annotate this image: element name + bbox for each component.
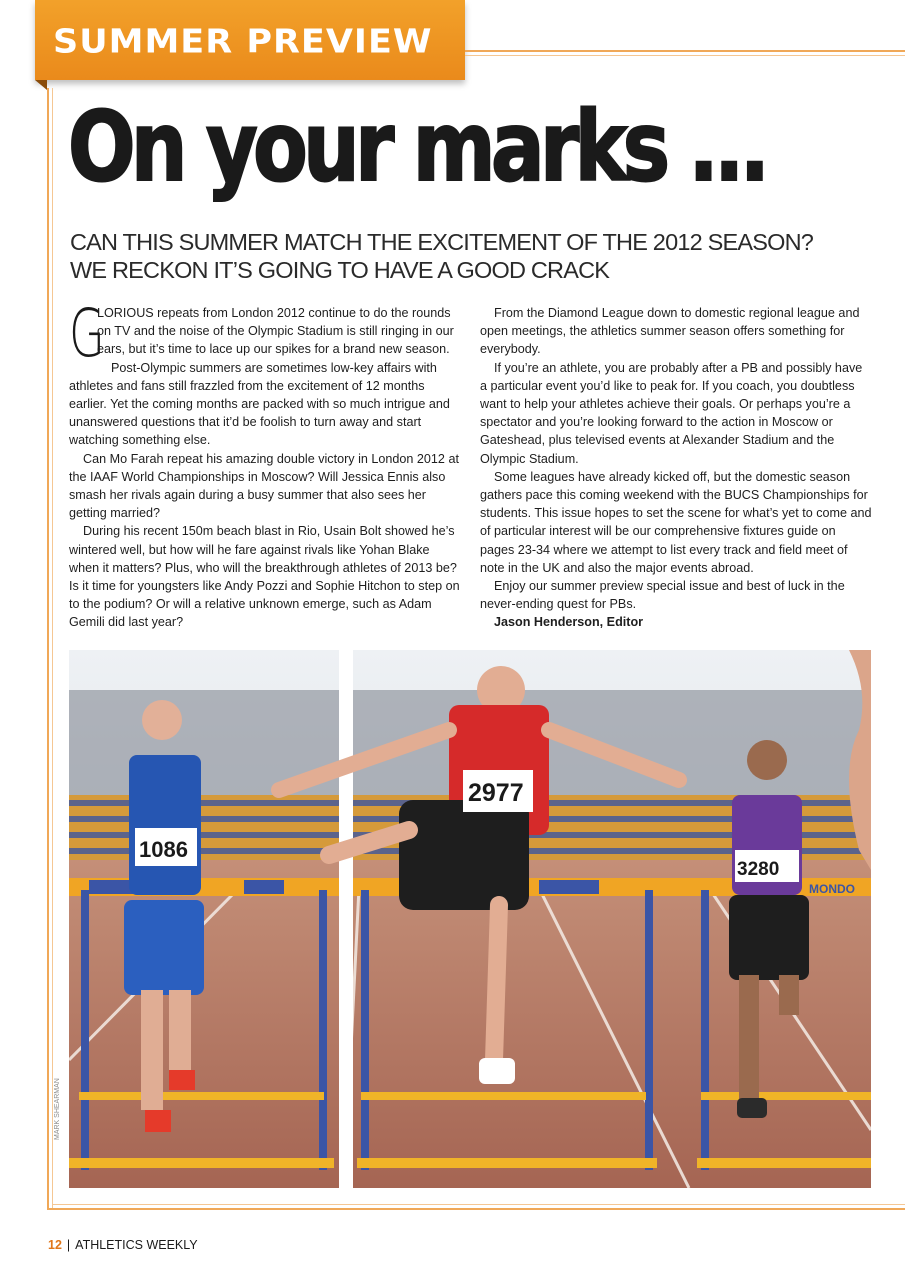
hurdle-brand: MONDO [809,882,855,896]
bib-number: 1086 [139,837,188,862]
article-paragraph: From the Diamond League down to domestic regional league and open meetings, the athletics summer season offers something for everybody. [480,306,860,357]
frame-rule-left [47,88,49,1210]
article-paragraph: During his recent 150m beach blast in Rio, Usain Bolt showed he’s wintered well, but how will he fare against rivals like Yohan Blake when it matters? Plus, who will the breakthrough athletes of 2013 be? Is it time for youngsters like Andy Pozzi and Sophie Hitchon to step on to the podium? Or will a relative unknown emerge, such as Adam Gemili did last year? [69,524,460,630]
frame-rule-top [465,50,905,52]
standfirst [70,228,830,284]
section-banner [35,0,465,80]
article-paragraph: Enjoy our summer preview special issue and best of luck in the never-ending quest for PBs. [480,579,845,612]
article-paragraph: Some leagues have already kicked off, but the domestic season gathers pace this coming weekend with the BUCS Championships for students. This issue hopes to set the scene for what’s yet to come and of particular interest will be our comprehensive fixtures guide on pages 23-34 where we attempt to list every track and field meet of note in the UK and also the major events abroad. [480,469,872,575]
article-paragraph: G LORIOUS repeats from London 2012 continue to do the rounds on TV and the noise of the Olympic Stadium is still ringing in our ears, but it’s time to lace up our spikes for a brand new season. [69,295,454,372]
page-footer: 12 | ATHLETICS WEEKLY [48,1238,198,1252]
article-column-right [480,304,872,632]
standfirst-line-2: WE RECKON IT’S GOING TO HAVE A GOOD CRACK [70,257,610,283]
section-banner-label: SUMMER PREVIEW [53,23,433,61]
article-column-left [69,295,461,632]
frame-rule-left-inner [52,88,53,1210]
article-paragraph: If you’re an athlete, you are probably after a PB and possibly have a particular event you’d like to peak for. If you coach, you doubtless want to help your athletes achieve their goals. Or perhaps you’re a spectator and you’re looking forward to the action in Moscow or Gateshead, plus televised events at Alexander Stadium and the Olympic Stadium. [480,360,863,466]
bib-number: 3280 [737,859,780,880]
page-number: 12 [48,1238,62,1252]
banner-fold [35,80,47,90]
hurdles-photo [69,650,871,1188]
article-paragraph: Can Mo Farah repeat his amazing double victory in London 2012 at the IAAF World Championships in Moscow? Will Jessica Ennis also smash her rivals again during a busy summer that also sees her getting married? [69,451,459,521]
bib-number: 2977 [468,779,524,807]
editor-signoff: Jason Henderson, Editor [494,615,644,630]
photo-credit: MARK SHEARMAN [54,1078,61,1140]
article-paragraph: Post-Olympic summers are sometimes low-key affairs with athletes and fans still frazzled from the excitement of 12 months earlier. Yet the coming months are packed with so much intrigue and unanswered questions that it’d be foolish to turn away and start watching something else. [69,360,450,448]
frame-rule-top-inner [465,55,905,56]
publication-name: ATHLETICS WEEKLY [75,1238,198,1252]
drop-cap: G [69,295,105,372]
standfirst-line-1: CAN THIS SUMMER MATCH THE EXCITEMENT OF THE 2012 SEASON? [70,229,814,255]
page-title: On your marks ... [68,91,766,203]
frame-rule-bottom-inner [52,1204,905,1205]
frame-rule-bottom [47,1208,905,1210]
